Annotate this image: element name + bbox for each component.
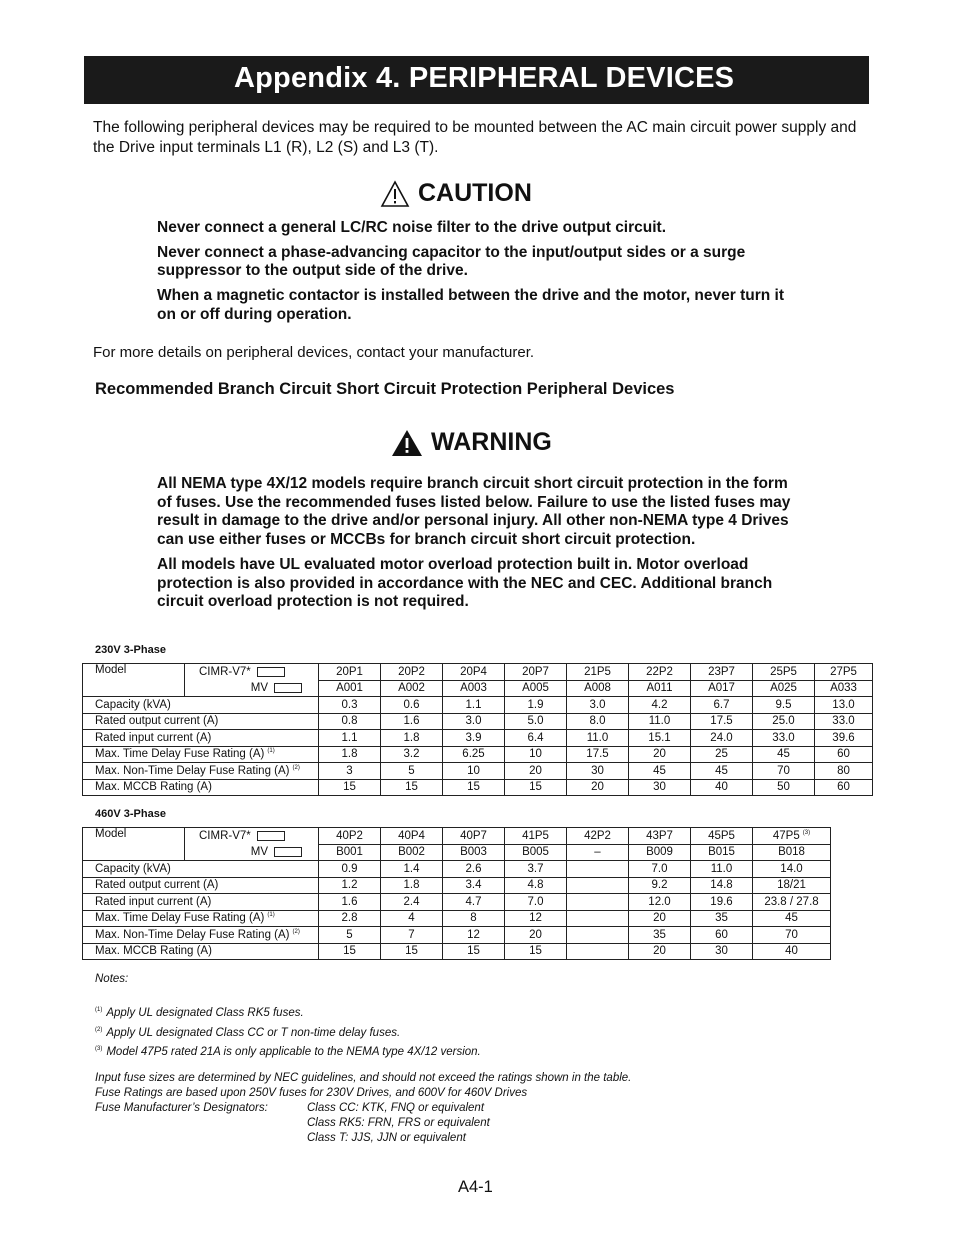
- title-bar: [84, 56, 869, 104]
- footnote-text: Apply UL designated Class CC or T non-time delay fuses.: [106, 1027, 401, 1039]
- table-row: [83, 779, 873, 796]
- model-cimr: 20P1: [336, 665, 363, 678]
- table-cell: 7.0: [505, 894, 567, 911]
- row-label-cell: [83, 894, 319, 911]
- table-cell: [567, 877, 629, 894]
- row-label-cell: [83, 763, 319, 780]
- model-mv-cell: A011: [629, 680, 691, 697]
- footnote-mark: (3): [95, 1046, 103, 1053]
- table-cell: 1.1: [319, 730, 381, 747]
- table-cell: 5: [319, 927, 381, 944]
- table-cell: 0.6: [381, 697, 443, 714]
- checkbox-box: [257, 831, 285, 841]
- model-cimr-cell: [691, 664, 753, 681]
- table-cell: 20: [505, 927, 567, 944]
- table-cell: 14.0: [753, 861, 831, 878]
- model-cimr-cell: [815, 664, 873, 681]
- row-label-cell: [83, 779, 319, 796]
- row-label-cell: [83, 697, 319, 714]
- warning-label: WARNING: [431, 428, 552, 456]
- caution-heading: [380, 179, 532, 208]
- table-cell: 18/21: [753, 877, 831, 894]
- mv-label: MV: [250, 846, 268, 858]
- designator: Class T: JJS, JJN or equivalent: [307, 1132, 466, 1144]
- row-label-cell: [83, 910, 319, 927]
- model-cimr-cell: [381, 664, 443, 681]
- table-cell: 3.4: [443, 877, 505, 894]
- caution-item: Never connect a phase-advancing capacitor to the input/output sides or a surge suppressor to the output side of the drive.: [157, 243, 746, 280]
- spacer: [95, 1116, 307, 1131]
- table-cell: 1.6: [381, 713, 443, 730]
- table-cell: 39.6: [815, 730, 873, 747]
- table-cell: 3.0: [443, 713, 505, 730]
- table-cell: 40: [753, 943, 831, 960]
- table-460-label: 460V 3-Phase: [95, 808, 166, 820]
- note-mark: (3): [802, 829, 811, 836]
- table-cell: 15: [319, 943, 381, 960]
- footnote-3: [95, 1046, 481, 1058]
- table-cell: 7.0: [629, 861, 691, 878]
- table-cell: 4.8: [505, 877, 567, 894]
- mv-label: MV: [250, 682, 268, 694]
- model-mv-cell: A005: [505, 680, 567, 697]
- table-cell: 2.4: [381, 894, 443, 911]
- warning-heading: [391, 428, 552, 457]
- table-cell: 1.8: [319, 746, 381, 763]
- row-label: Rated output current (A): [95, 879, 219, 892]
- table-cell: 2.8: [319, 910, 381, 927]
- model-cimr: 40P7: [460, 829, 487, 842]
- table-cell: 5: [381, 763, 443, 780]
- table-cell: 45: [691, 763, 753, 780]
- model-mv-cell: A033: [815, 680, 873, 697]
- table-cell: 15.1: [629, 730, 691, 747]
- model-cimr: 23P7: [708, 665, 735, 678]
- spec-table-230v: [82, 663, 873, 796]
- table-cell: 1.4: [381, 861, 443, 878]
- mv-label-cell: [185, 680, 319, 697]
- table-cell: 15: [443, 943, 505, 960]
- table-cell: 45: [753, 910, 831, 927]
- table-cell: 33.0: [815, 713, 873, 730]
- table-row: [83, 730, 873, 747]
- model-mv-cell: B015: [691, 844, 753, 861]
- row-label-cell: [83, 943, 319, 960]
- row-label: Max. Time Delay Fuse Rating (A): [95, 748, 265, 761]
- row-label-cell: [83, 713, 319, 730]
- model-cimr-cell: [319, 828, 381, 845]
- table-cell: 60: [815, 779, 873, 796]
- table-cell: 15: [319, 779, 381, 796]
- table-cell: 13.0: [815, 697, 873, 714]
- table-cell: 15: [505, 779, 567, 796]
- table-cell: 15: [381, 779, 443, 796]
- table-cell: 1.6: [319, 894, 381, 911]
- model-mv-cell: A003: [443, 680, 505, 697]
- designator: Class RK5: FRN, FRS or equivalent: [307, 1117, 490, 1129]
- table-cell: 70: [753, 927, 831, 944]
- table-cell: 1.9: [505, 697, 567, 714]
- table-cell: 30: [691, 943, 753, 960]
- model-cimr-cell: [319, 664, 381, 681]
- model-cimr-cell: [443, 828, 505, 845]
- table-cell: 30: [629, 779, 691, 796]
- footnote-1: [95, 1007, 304, 1019]
- table-cell: [567, 894, 629, 911]
- note-mark: (1): [267, 912, 275, 919]
- table-cell: 4: [381, 910, 443, 927]
- caution-item: Never connect a general LC/RC noise filter to the drive output circuit.: [157, 219, 667, 236]
- table-cell: 20: [629, 910, 691, 927]
- table-cell: [567, 927, 629, 944]
- model-cimr-cell: [691, 828, 753, 845]
- table-cell: 7: [381, 927, 443, 944]
- table-cell: 3.9: [443, 730, 505, 747]
- model-cimr: 40P4: [398, 829, 425, 842]
- table-cell: 25.0: [753, 713, 815, 730]
- footnote-2: [95, 1027, 400, 1039]
- model-cimr-cell: [381, 828, 443, 845]
- table-cell: 12.0: [629, 894, 691, 911]
- cimr-label-cell: [185, 828, 319, 845]
- footnote-text: Apply UL designated Class RK5 fuses.: [106, 1007, 304, 1019]
- table-cell: 14.8: [691, 877, 753, 894]
- table-cell: 1.2: [319, 877, 381, 894]
- row-label-cell: [83, 861, 319, 878]
- table-cell: 33.0: [753, 730, 815, 747]
- table-cell: 0.3: [319, 697, 381, 714]
- cimr-label: CIMR-V7*: [199, 830, 251, 842]
- table-cell: 70: [753, 763, 815, 780]
- spacer: [95, 1131, 307, 1146]
- designators-label: Fuse Manufacturer’s Designators:: [95, 1102, 268, 1114]
- table-cell: 45: [629, 763, 691, 780]
- checkbox-box: [274, 683, 302, 693]
- table-cell: 1.8: [381, 877, 443, 894]
- row-label-cell: [83, 927, 319, 944]
- table-row: [83, 713, 873, 730]
- model-cimr-cell: [629, 664, 691, 681]
- warning-items: [157, 475, 802, 618]
- row-label: Rated input current (A): [95, 731, 212, 744]
- table-row: [83, 943, 831, 960]
- table-row: [83, 927, 831, 944]
- note-mark: (2): [292, 928, 300, 935]
- table-cell: 11.0: [629, 713, 691, 730]
- caution-item: When a magnetic contactor is installed between the drive and the motor, never turn it on or off during operation.: [157, 287, 785, 323]
- table-cell: 30: [567, 763, 629, 780]
- table-cell: 4.7: [443, 894, 505, 911]
- table-cell: 35: [691, 910, 753, 927]
- footer-line: Fuse Ratings are based upon 250V fuses for 230V Drives, and 600V for 460V Drives: [95, 1087, 528, 1099]
- table-cell: [567, 943, 629, 960]
- table-cell: 1.8: [381, 730, 443, 747]
- model-mv-cell: B003: [443, 844, 505, 861]
- table-cell: 20: [567, 779, 629, 796]
- mv-row: [83, 844, 831, 861]
- row-label: Max. Time Delay Fuse Rating (A): [95, 912, 265, 925]
- table-cell: 60: [815, 746, 873, 763]
- table-cell: 1.1: [443, 697, 505, 714]
- cimr-label: CIMR-V7*: [199, 666, 251, 678]
- table-cell: 15: [505, 943, 567, 960]
- footer-line: Input fuse sizes are determined by NEC guidelines, and should not exceed the ratings shown in the table.: [95, 1072, 632, 1084]
- table-cell: 8.0: [567, 713, 629, 730]
- row-label: Max. MCCB Rating (A): [95, 945, 212, 958]
- footnote-text: Model 47P5 rated 21A is only applicable to the NEMA type 4X/12 version.: [106, 1046, 481, 1058]
- table-cell: 6.4: [505, 730, 567, 747]
- row-label-cell: [83, 746, 319, 763]
- model-label: Model: [83, 828, 185, 861]
- section-heading: Recommended Branch Circuit Short Circuit Protection Peripheral Devices: [95, 380, 675, 398]
- designators-row: [95, 1131, 631, 1146]
- table-cell: 3.2: [381, 746, 443, 763]
- row-label: Max. Non-Time Delay Fuse Rating (A): [95, 928, 290, 941]
- model-cimr: 20P7: [522, 665, 549, 678]
- model-cimr-cell: [567, 828, 629, 845]
- model-cimr-cell: [629, 828, 691, 845]
- table-cell: 20: [629, 943, 691, 960]
- table-cell: 10: [443, 763, 505, 780]
- model-cimr: 42P2: [584, 829, 611, 842]
- row-label: Capacity (kVA): [95, 862, 171, 875]
- model-row: [83, 664, 873, 681]
- table-cell: 12: [443, 927, 505, 944]
- table-cell: 20: [505, 763, 567, 780]
- row-label: Capacity (kVA): [95, 698, 171, 711]
- table-cell: 20: [629, 746, 691, 763]
- table-cell: 2.6: [443, 861, 505, 878]
- model-mv-cell: A017: [691, 680, 753, 697]
- table-cell: 6.7: [691, 697, 753, 714]
- table-row: [83, 877, 831, 894]
- mv-row: [83, 680, 873, 697]
- table-row: [83, 746, 873, 763]
- table-row: [83, 763, 873, 780]
- model-cimr-cell: [505, 828, 567, 845]
- footnote-mark: (1): [95, 1007, 103, 1014]
- table-cell: 4.2: [629, 697, 691, 714]
- table-cell: 15: [381, 943, 443, 960]
- spec-table-460v: [82, 827, 831, 960]
- model-cimr-cell: [505, 664, 567, 681]
- model-mv-cell: B001: [319, 844, 381, 861]
- caution-items: [157, 219, 797, 331]
- model-mv-cell: B009: [629, 844, 691, 861]
- model-cimr-cell: [567, 664, 629, 681]
- table-row: [83, 894, 831, 911]
- model-cimr: 20P4: [460, 665, 487, 678]
- model-mv-cell: A008: [567, 680, 629, 697]
- table-cell: 25: [691, 746, 753, 763]
- footer-notes: [95, 1071, 631, 1146]
- model-mv-cell: B002: [381, 844, 443, 861]
- model-cimr: 47P5: [772, 829, 800, 842]
- table-cell: 19.6: [691, 894, 753, 911]
- more-details-text: For more details on peripheral devices, contact your manufacturer.: [93, 344, 535, 361]
- model-row: [83, 828, 831, 845]
- model-mv-cell: B018: [753, 844, 831, 861]
- table-cell: 23.8 / 27.8: [753, 894, 831, 911]
- table-row: [83, 910, 831, 927]
- model-cimr: 45P5: [708, 829, 735, 842]
- checkbox-box: [274, 847, 302, 857]
- model-cimr: 25P5: [770, 665, 797, 678]
- row-label: Rated input current (A): [95, 895, 212, 908]
- model-cimr: 43P7: [646, 829, 673, 842]
- model-mv-cell: A001: [319, 680, 381, 697]
- table-row: [83, 697, 873, 714]
- model-cimr-cell: [443, 664, 505, 681]
- model-cimr: 27P5: [830, 665, 857, 678]
- table-cell: [567, 861, 629, 878]
- table-cell: 45: [753, 746, 815, 763]
- table-cell: 9.5: [753, 697, 815, 714]
- row-label: Max. Non-Time Delay Fuse Rating (A): [95, 764, 290, 777]
- table-row: [83, 861, 831, 878]
- table-cell: 24.0: [691, 730, 753, 747]
- table-cell: 5.0: [505, 713, 567, 730]
- table-cell: 0.8: [319, 713, 381, 730]
- table-cell: 11.0: [691, 861, 753, 878]
- model-cimr-cell: [753, 664, 815, 681]
- table-cell: 50: [753, 779, 815, 796]
- note-mark: (1): [267, 748, 275, 755]
- table-cell: [567, 910, 629, 927]
- table-cell: 12: [505, 910, 567, 927]
- model-mv-cell: A025: [753, 680, 815, 697]
- caution-label: CAUTION: [418, 179, 532, 207]
- notes-label: Notes:: [95, 973, 129, 985]
- table-cell: 60: [691, 927, 753, 944]
- warning-item: All models have UL evaluated motor overload protection built in. Motor overload protection is also provided in accordance with the NEC and CEC. Additional branch circuit overload protection is not required.: [157, 555, 773, 611]
- model-cimr: 22P2: [646, 665, 673, 678]
- table-cell: 10: [505, 746, 567, 763]
- model-cimr: 41P5: [522, 829, 549, 842]
- table-cell: 17.5: [691, 713, 753, 730]
- table-230-label: 230V 3-Phase: [95, 644, 166, 656]
- model-cimr-cell: [753, 828, 831, 845]
- row-label: Rated output current (A): [95, 715, 219, 728]
- model-mv-cell: A002: [381, 680, 443, 697]
- warning-triangle-filled-icon: [391, 429, 423, 457]
- table-cell: 3.7: [505, 861, 567, 878]
- row-label: Max. MCCB Rating (A): [95, 781, 212, 794]
- cimr-label-cell: [185, 664, 319, 681]
- model-cimr: 40P2: [336, 829, 363, 842]
- mv-label-cell: [185, 844, 319, 861]
- table-cell: 80: [815, 763, 873, 780]
- checkbox-box: [257, 667, 285, 677]
- table-cell: 3.0: [567, 697, 629, 714]
- intro-paragraph: The following peripheral devices may be required to be mounted between the AC main circuit power supply and the Drive input terminals L1 (R), L2 (S) and L3 (T).: [93, 119, 857, 156]
- row-label-cell: [83, 730, 319, 747]
- warning-item: All NEMA type 4X/12 models require branch circuit short circuit protection in the form of fuses. Use the recommended fuses listed below. Failure to use the listed fuses may result in damage to the drive and/or personal injury. All other non-NEMA type 4 Drives can use either fuses or MCCBs for branch circuit short circuit protection.: [157, 475, 791, 549]
- table-cell: 3: [319, 763, 381, 780]
- model-mv-cell: –: [567, 844, 629, 861]
- model-label: Model: [83, 664, 185, 697]
- model-mv-cell: B005: [505, 844, 567, 861]
- table-cell: 35: [629, 927, 691, 944]
- page-title: Appendix 4. PERIPHERAL DEVICES: [234, 62, 735, 94]
- designators-row: [95, 1101, 631, 1116]
- model-cimr: 21P5: [584, 665, 611, 678]
- table-cell: 11.0: [567, 730, 629, 747]
- table-cell: 6.25: [443, 746, 505, 763]
- table-cell: 0.9: [319, 861, 381, 878]
- table-cell: 8: [443, 910, 505, 927]
- table-cell: 17.5: [567, 746, 629, 763]
- page-number: A4-1: [458, 1178, 493, 1196]
- designator: Class CC: KTK, FNQ or equivalent: [307, 1102, 485, 1114]
- row-label-cell: [83, 877, 319, 894]
- model-cimr: 20P2: [398, 665, 425, 678]
- note-mark: (2): [292, 764, 300, 771]
- caution-triangle-outline-icon: [380, 180, 410, 208]
- table-cell: 9.2: [629, 877, 691, 894]
- footnote-mark: (2): [95, 1027, 103, 1034]
- designators-row: [95, 1116, 631, 1131]
- table-cell: 40: [691, 779, 753, 796]
- table-cell: 15: [443, 779, 505, 796]
